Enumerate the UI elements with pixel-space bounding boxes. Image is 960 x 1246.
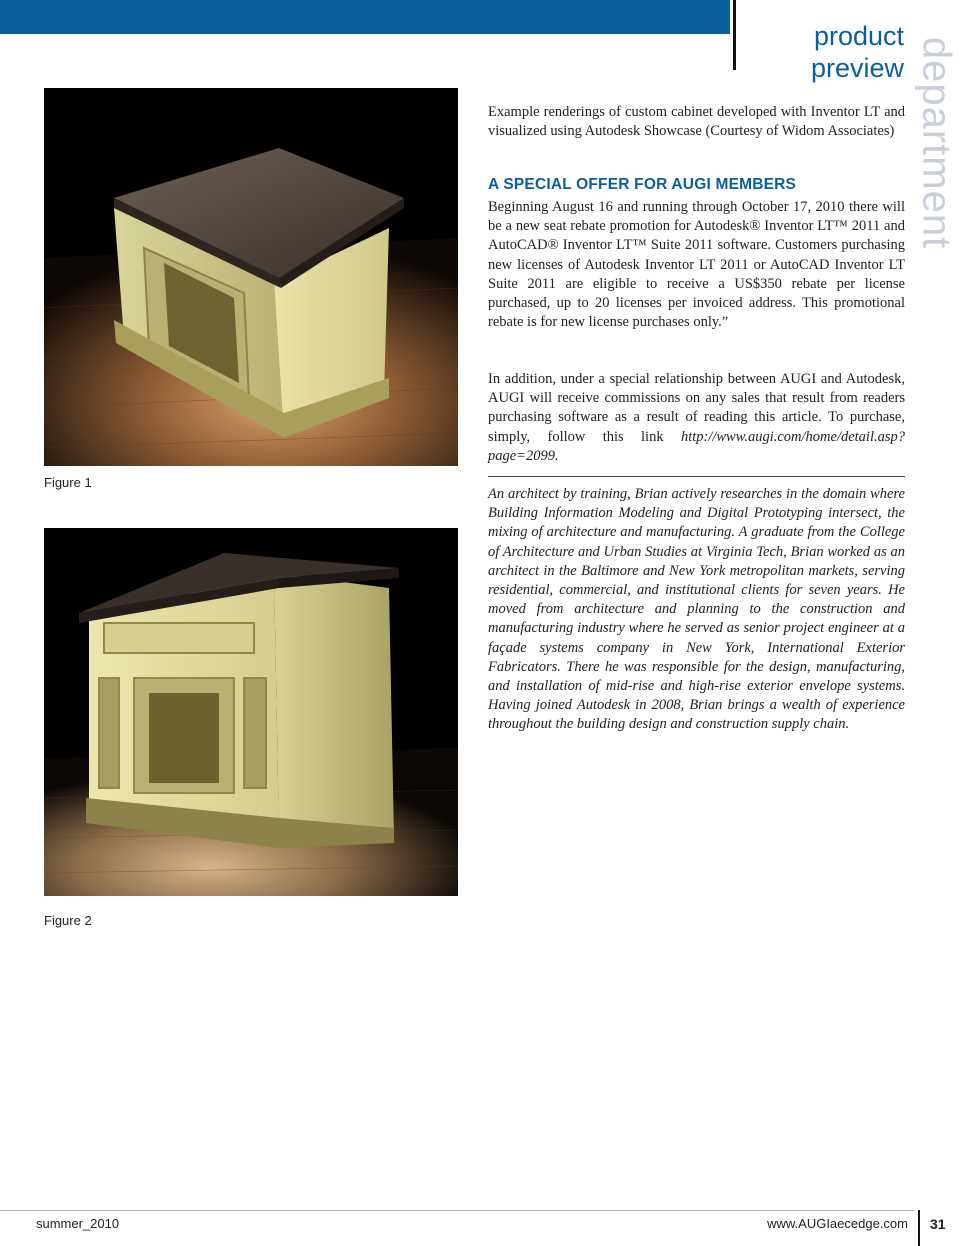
header-bar — [0, 0, 730, 34]
footer-divider — [918, 1210, 920, 1246]
commission-text: In addition, under a special relationship between AUGI and Autodesk, AUGI will receive commissions on any sales that result from readers purchasing software as a result of reading this article. To purchase, simply, follow this link — [488, 371, 905, 445]
intro-paragraph: Example renderings of custom cabinet developed with Inventor LT and visualized using Autodesk Showcase (Courtesy of Widom Associates) — [488, 104, 905, 140]
section-title-line2: preview — [810, 53, 904, 83]
section-title-line1: product — [813, 21, 904, 51]
figure-2-image — [44, 528, 458, 896]
figure-2-caption: Figure 2 — [44, 913, 92, 928]
author-bio: An architect by training, Brian actively researches in the domain where Building Information Modeling and Digital Prototyping intersect, the mixing of architecture and manufacturing. A graduate from the College of Architecture and Urban Studies at Virginia Tech, Brian worked as an architect in the Baltimore and New York metropolitan markets, serving residential, commercial, and institutional clients for seven years. He moved from architecture and planning to the construction and manufacturing industry where he served as senior project engineer at a façade systems company in New York, International Exterior Fabricators. There he was responsible for the design, manufacturing, and installation of mid-rise and high-rise exterior envelope systems. Having joined Autodesk in 2008, Brian brings a wealth of experience throughout the building design and construction supply chain. — [488, 486, 905, 733]
header-divider — [733, 0, 736, 70]
purchase-link[interactable]: http://www.augi.com/home/detail.asp?page=2099. — [488, 428, 906, 464]
footer-issue: summer_2010 — [36, 1216, 120, 1231]
figure-1-caption: Figure 1 — [44, 475, 92, 490]
section-title — [811, 20, 904, 84]
department-text: department — [914, 36, 959, 250]
footer-website[interactable]: www.AUGIaecedge.com — [767, 1216, 908, 1231]
department-label — [914, 18, 959, 268]
page-number: 31 — [930, 1216, 946, 1232]
offer-heading: A SPECIAL OFFER FOR AUGI MEMBERS — [488, 176, 797, 193]
figure-1-image — [44, 88, 458, 466]
offer-paragraph: Beginning August 16 and running through October 17, 2010 there will be a new seat rebate promotion for Autodesk® Inventor LT™ 2011 and AutoCAD® Inventor LT™ Suite 2011 software. Customers purchasing new licenses of Autodesk Inventor LT 2011 or AutoCAD Inventor LT Suite 2011 are eligible to receive a US$350 rebate per license purchased, up to 20 licenses per invoiced address. This promotional rebate is for new license purchases only.” — [488, 199, 905, 331]
bio-divider — [488, 476, 905, 477]
commission-paragraph — [488, 370, 905, 466]
footer-rule — [0, 1210, 915, 1211]
